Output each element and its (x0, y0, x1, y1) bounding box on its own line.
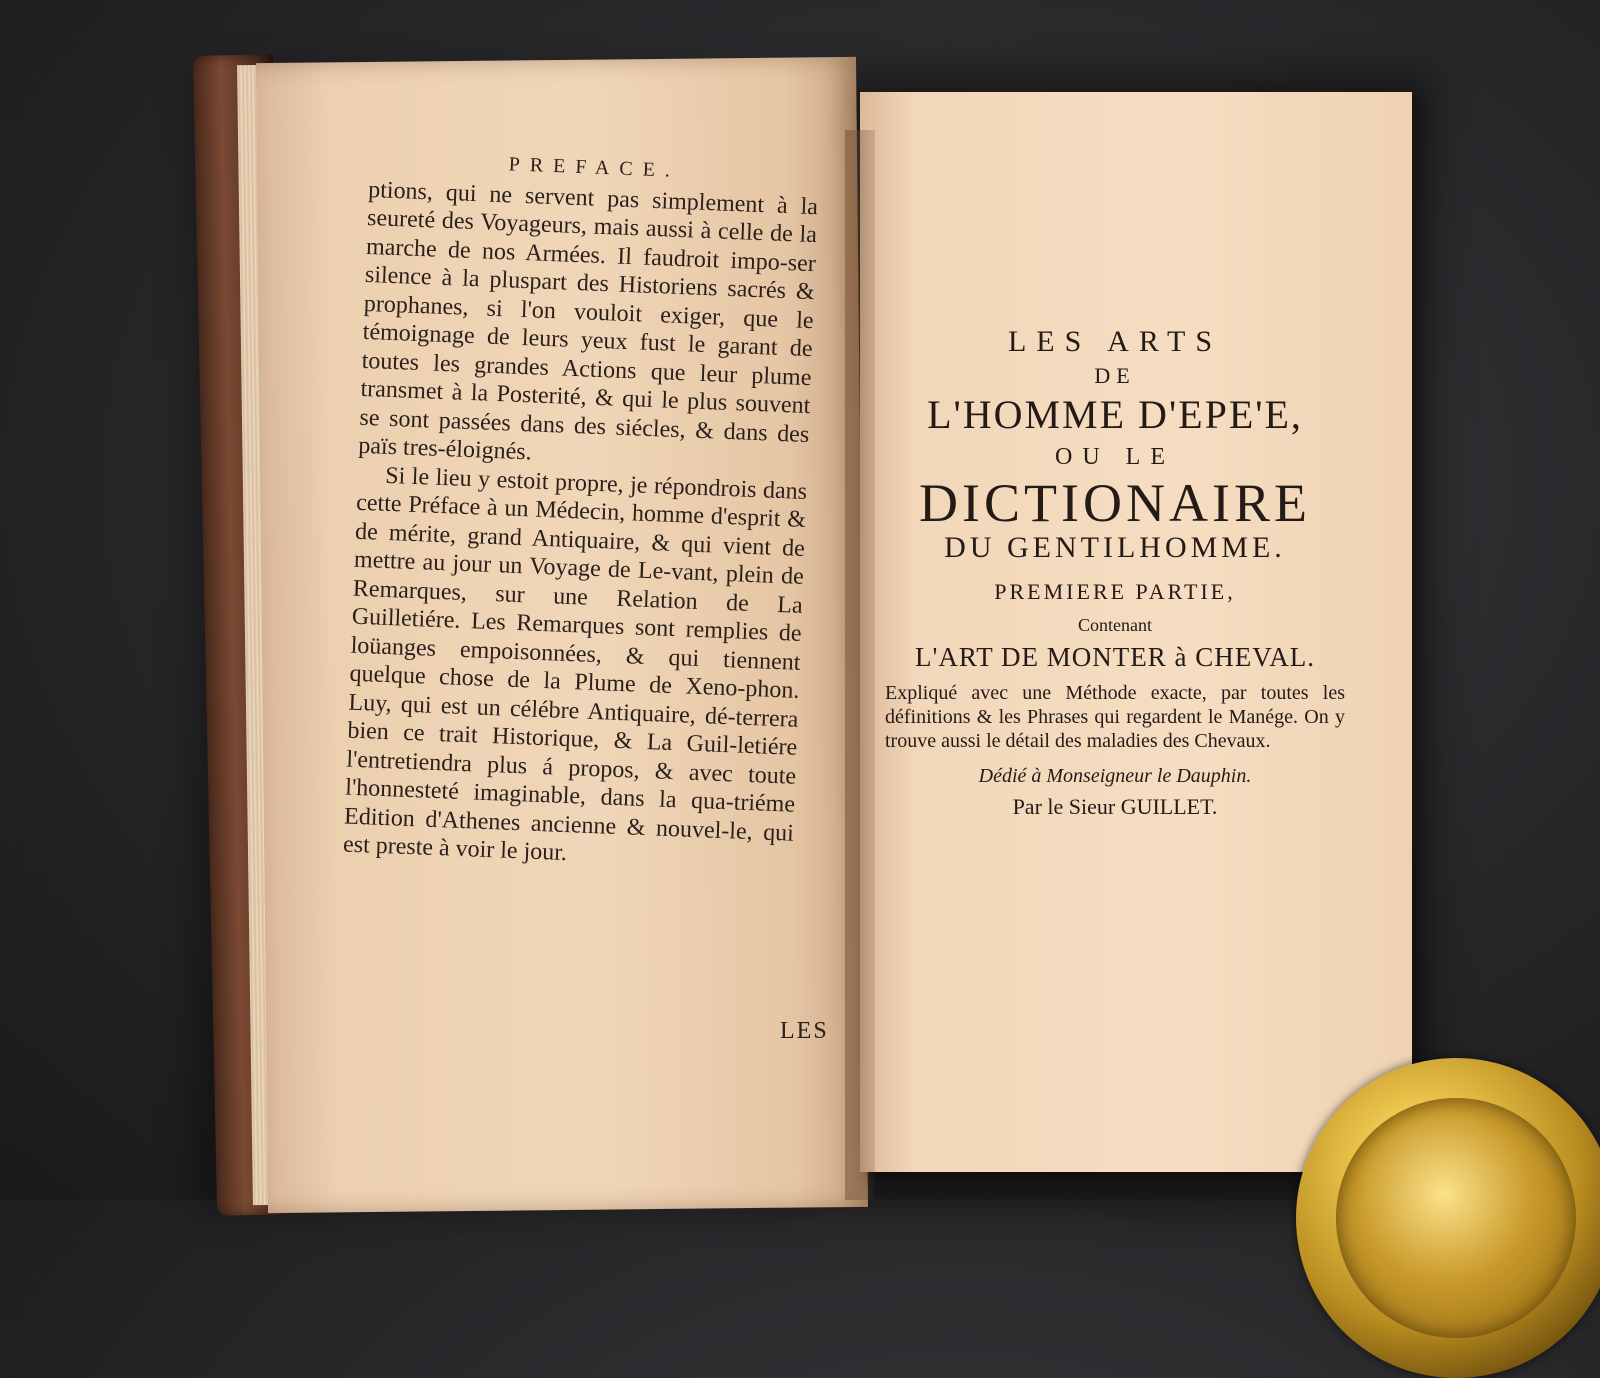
title-line-partie: PREMIERE PARTIE, (994, 579, 1236, 604)
title-line-oule: OU LE (1055, 444, 1175, 470)
title-dedication: Dédié à Monseigneur le Dauphin. (978, 765, 1252, 787)
title-line-contenant: Contenant (1078, 615, 1152, 635)
title-line-de: DE (1094, 363, 1136, 388)
title-line-homme: L'HOMME D'EPE'E, (927, 392, 1303, 437)
preface-paragraph-1: ptions, qui ne servent pas simplement à la seureté des Voyageurs, mais aussi à celle de la marche de nos Armées. Il faudroit impo-ser silence à la pluspart des Historiens sacrés & prophanes, si l'on vouloit exiger, que le témoignage de leurs yeux fust le garant de toutes les grandes Actions que leur plume transmet à la Posterité, & qui le plus souvent se sont passées dans des siécles, & dans des païs tres-éloignés. (357, 176, 819, 466)
title-page (885, 325, 1345, 820)
title-author: Par le Sieur GUILLET. (1012, 794, 1218, 819)
catchword: LES (780, 1018, 829, 1044)
running-head: PREFACE. (508, 153, 681, 182)
medallion-center (1336, 1098, 1576, 1338)
gold-medallion (1296, 1058, 1600, 1378)
title-line-arts: LES ARTS (1007, 325, 1223, 358)
preface-paragraph-2: Si le lieu y estoit propre, je répondrois dans cette Préface à un Médecin, homme d'esprit & de mérite, grand Antiquaire, & qui vient de mettre au jour un Voyage de Le-vant, plein de Remarques, sur une Relation de La Guilletiére. Les Remarques sont remplies de loüanges empoisonnées, & qui tiennent quelque chose de la Plume de Xeno-phon. Luy, qui est un célébre Antiquaire, dé-terrera bien ce trait Historique, & La Guil-letiére l'entretiendra plus á propos, & avec toute l'honnesteté imaginable, dans la qua-triéme Edition d'Athenes ancienne & nouvel-le, qui est preste à voir le jour. (342, 462, 808, 867)
title-line-art: L'ART DE MONTER à CHEVAL. (915, 642, 1315, 672)
book-gutter (845, 130, 875, 1200)
title-line-gentilhomme: DU GENTILHOMME. (944, 531, 1286, 564)
title-line-dictionaire: DICTIONAIRE (919, 473, 1311, 533)
preface-text (343, 145, 820, 876)
title-description: Expliqué avec une Méthode exacte, par toutes les définitions & les Phrases qui regardent le Manége. On y trouve aussi le détail des maladies des Chevaux. (885, 682, 1345, 752)
